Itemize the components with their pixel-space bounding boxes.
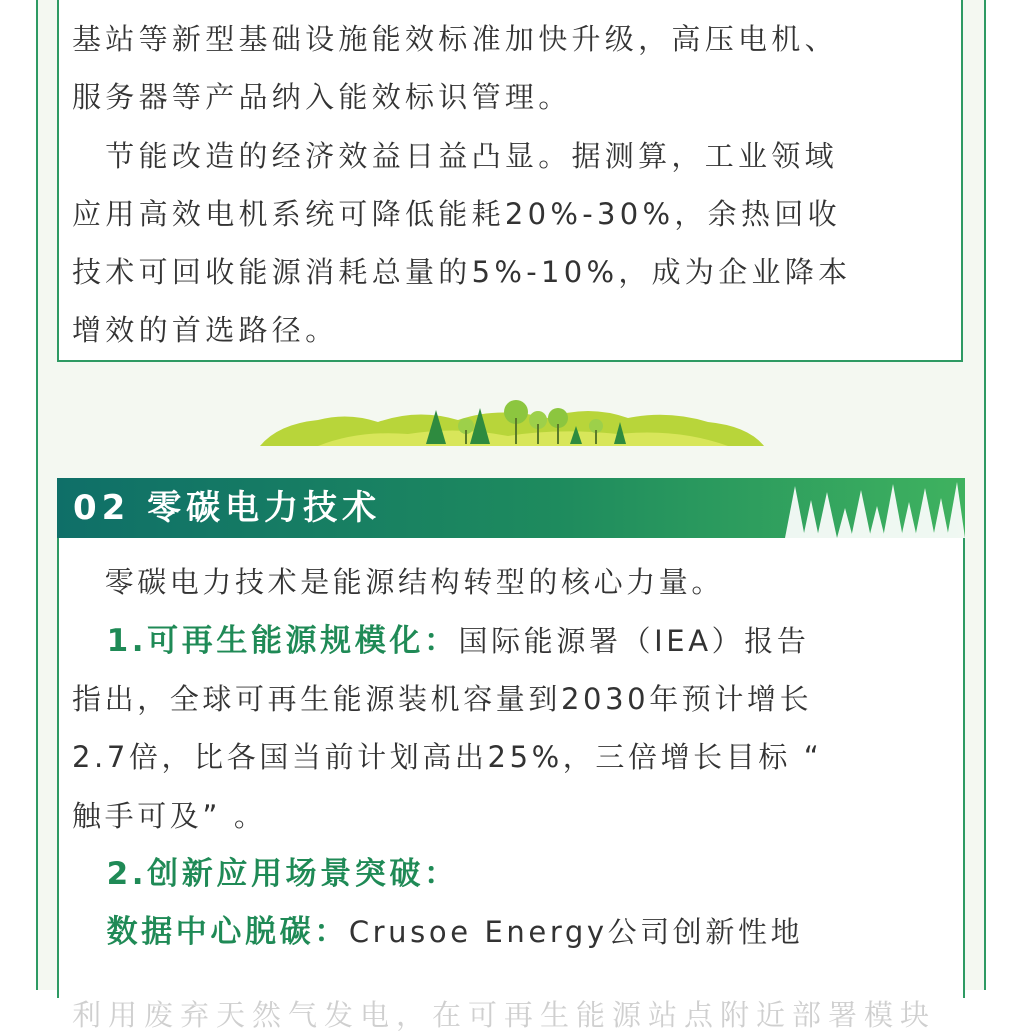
intro-line: 技术可回收能源消耗总量的5%-10%，成为企业降本 (72, 255, 852, 289)
forest-divider-icon (258, 396, 766, 448)
cut-off-line: 利用废弃天然气发电，在可再生能源站点附近部署模块 (72, 998, 937, 1032)
item1-line: 2.7倍，比各国当前计划高出25%，三倍增长目标 “ (72, 740, 823, 774)
intro-line: 应用高效电机系统可降低能耗20%-30%，余热回收 (72, 197, 841, 231)
intro-line: 节能改造的经济效益日益凸显。据测算，工业领域 (72, 139, 838, 173)
item1-line: 指出，全球可再生能源装机容量到2030年预计增长 (72, 682, 813, 716)
section-title: 02 零碳电力技术 (73, 488, 382, 528)
pine-trees-icon (765, 478, 965, 538)
item2-heading: 2.创新应用场景突破： (72, 856, 459, 892)
intro-line: 基站等新型基础设施能效标准加快升级，高压电机、 (72, 22, 838, 56)
item3-line (72, 903, 803, 961)
section-header (57, 478, 965, 538)
intro-line: 服务器等产品纳入能效标识管理。 (72, 80, 572, 114)
item1-heading: 1.可再生能源规模化： (72, 623, 459, 659)
item1-text: 国际能源署（IEA）报告 (458, 624, 810, 658)
section-intro: 零碳电力技术是能源结构转型的核心力量。 (72, 565, 725, 599)
item3-text: Crusoe Energy公司创新性地 (348, 915, 804, 949)
item2-line (72, 845, 459, 903)
item3-heading: 数据中心脱碳： (72, 914, 349, 950)
intro-line: 增效的首选路径。 (72, 313, 339, 347)
item1-line (72, 612, 809, 670)
item1-line: 触手可及” 。 (72, 799, 267, 833)
